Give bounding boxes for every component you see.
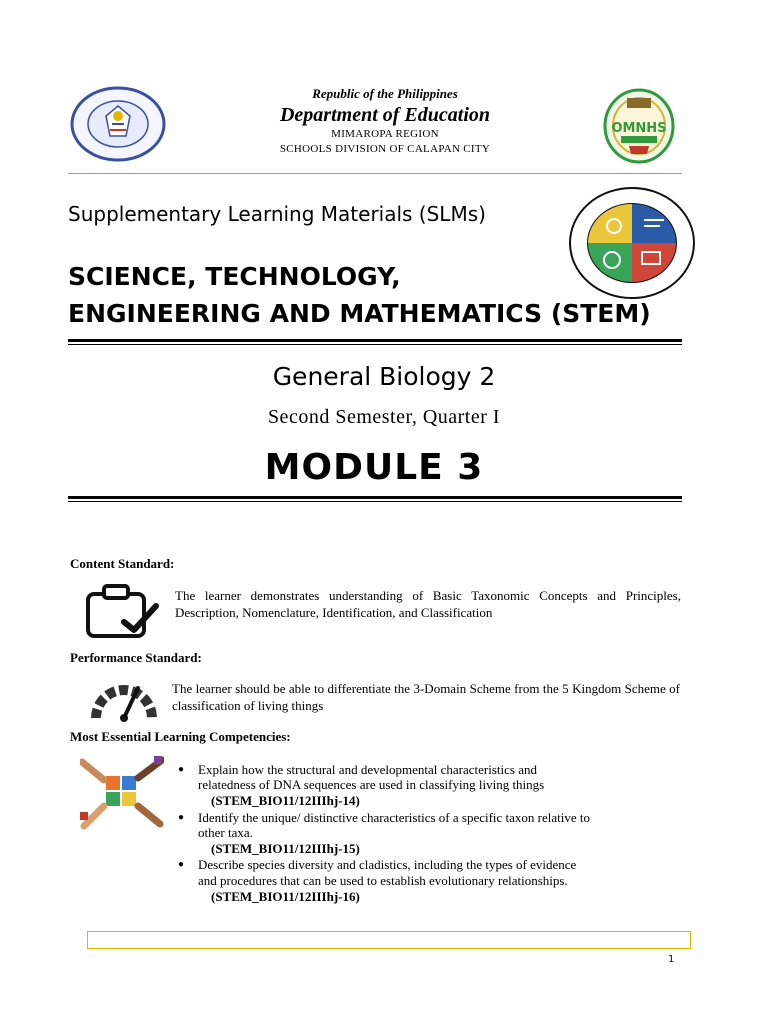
stem-title-line1: SCIENCE, TECHNOLOGY, bbox=[68, 262, 401, 291]
title-divider-thin bbox=[68, 344, 682, 345]
melc-code: (STEM_BIO11/12IIIhj-14) bbox=[211, 793, 360, 808]
melc-code: (STEM_BIO11/12IIIhj-15) bbox=[211, 841, 360, 856]
content-standard-text: The learner demonstrates understanding of Basic Taxonomic Concepts and Principles, Description, Nomenclature, Identification, and Classification bbox=[175, 588, 681, 620]
melc-item-text: other taxa. bbox=[198, 825, 253, 840]
melc-item-text: relatedness of DNA sequences are used in classifying living things bbox=[198, 777, 545, 792]
header-divider bbox=[68, 173, 682, 174]
page-number: 1 bbox=[668, 954, 675, 965]
melc-code: (STEM_BIO11/12IIIhj-16) bbox=[211, 889, 360, 904]
melc-heading: Most Essential Learning Competencies: bbox=[70, 729, 291, 744]
bullet-icon: ● bbox=[178, 764, 185, 775]
clipboard-check-icon bbox=[84, 582, 162, 640]
header-republic: Republic of the Philippines bbox=[312, 86, 458, 101]
performance-standard-text: The learner should be able to differentiate the 3-Domain Scheme from the 5 Kingdom Scheme of classification of living things bbox=[172, 681, 680, 713]
module-title: MODULE 3 bbox=[264, 447, 484, 488]
melc-item-text: Explain how the structural and developmental characteristics and bbox=[198, 762, 537, 777]
header-region: MIMAROPA REGION bbox=[331, 128, 439, 140]
melc-item-text: and procedures that can be used to establish evolutionary relationships. bbox=[198, 873, 568, 888]
melc-item-text: Identify the unique/ distinctive characteristics of a specific taxon relative to bbox=[198, 810, 591, 825]
stem-logo bbox=[568, 186, 696, 300]
melc-item-text: Describe species diversity and cladistics, including the types of evidence bbox=[198, 857, 577, 872]
subject-title: General Biology 2 bbox=[272, 362, 496, 391]
header-department: Department of Education bbox=[279, 104, 490, 126]
omnhs-logo bbox=[603, 88, 675, 164]
footer-box bbox=[87, 931, 691, 949]
header-division: SCHOOLS DIVISION OF CALAPAN CITY bbox=[279, 143, 491, 155]
slm-title: Supplementary Learning Materials (SLMs) bbox=[68, 202, 486, 226]
speedometer-icon bbox=[88, 670, 160, 722]
performance-standard-heading: Performance Standard: bbox=[70, 650, 202, 665]
deped-seal bbox=[70, 86, 166, 162]
title-divider bbox=[68, 339, 682, 342]
module-divider-thin bbox=[68, 501, 682, 502]
bullet-icon: ● bbox=[178, 812, 185, 823]
content-standard-heading: Content Standard: bbox=[70, 556, 175, 571]
module-divider bbox=[68, 496, 682, 499]
stem-title-line2: ENGINEERING AND MATHEMATICS (STEM) bbox=[68, 299, 651, 328]
bullet-icon: ● bbox=[178, 859, 185, 870]
semester-label: Second Semester, Quarter I bbox=[267, 406, 501, 428]
svg-text:OMNHS: OMNHS bbox=[611, 121, 667, 136]
puzzle-hands-icon bbox=[80, 756, 164, 830]
